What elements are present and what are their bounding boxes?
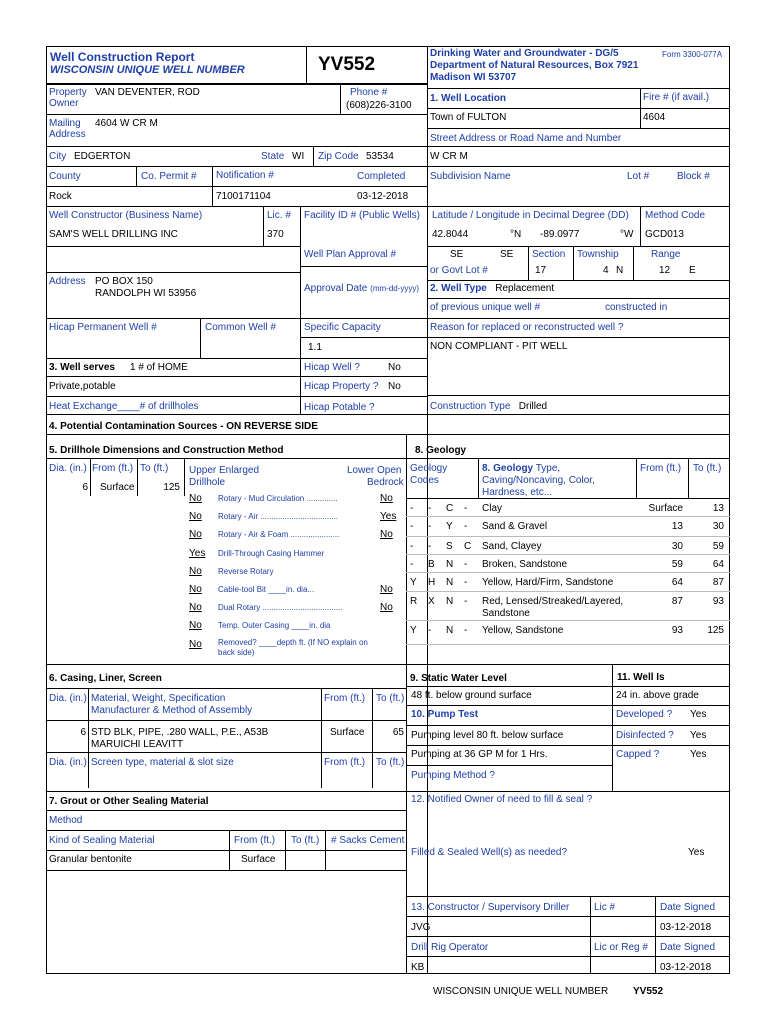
hicap-well-label: Hicap Well ? (304, 362, 360, 373)
specific-capacity-value: 1.1 (308, 342, 322, 353)
geology-to: 93 (712, 596, 724, 607)
geology-row-divider (406, 620, 730, 621)
filled-sealed-label: Filled & Sealed Well(s) as needed? (411, 847, 568, 858)
casing-from-value: Surface (330, 727, 365, 738)
drill-method-lower: No (380, 602, 393, 613)
geology-description: Sand & Gravel (482, 521, 548, 532)
geology-code: - (410, 541, 414, 552)
well-serves-type: Private,potable (49, 381, 116, 392)
grout-from-label: From (ft.) (234, 835, 276, 846)
casing-to-value: 65 (392, 727, 404, 738)
drill-method-name: Drill-Through Casing Hammer (218, 549, 325, 558)
mailing-label: Mailing (49, 118, 81, 129)
section-label: Section (532, 249, 566, 260)
street-value: W CR M (430, 151, 468, 162)
zip-value: 53534 (366, 151, 394, 162)
drill-method-upper: No (189, 493, 202, 504)
geology-code: - (464, 577, 468, 588)
zip-label: Zip Code (318, 151, 359, 162)
drill-method-upper: No (189, 566, 202, 577)
sealing-kind-label: Kind of Sealing Material (49, 835, 155, 846)
lower-open-label: Lower Open (347, 465, 402, 476)
drillhole-to-label: To (ft.) (140, 463, 169, 474)
facility-label: Facility ID # (Public Wells) (304, 210, 420, 221)
geology-description: Red, Lensed/Streaked/Layered, Sandstone (482, 596, 624, 619)
geology-to: 125 (707, 625, 724, 636)
geology-row-divider (406, 554, 730, 555)
mailing-address: 4604 W CR M (95, 118, 158, 129)
constructed-in-label: constructed in (605, 302, 668, 313)
quarter-2: SE (500, 249, 514, 260)
operator-date-value: 03-12-2018 (660, 962, 712, 973)
date-signed-label: Date Signed (660, 902, 716, 913)
geology-code: Y (410, 625, 417, 636)
form-number: Form 3300-077A (662, 50, 723, 59)
capped-label: Capped ? (616, 749, 660, 760)
pump-test-title: 10. Pump Test (411, 709, 479, 720)
geology-type-text: Type, (535, 463, 561, 474)
hicap-property-value: No (388, 381, 401, 392)
method-code-value: GCD013 (645, 229, 684, 240)
constructor-name: SAM'S WELL DRILLING INC (49, 229, 178, 240)
geology-from: 87 (671, 596, 683, 607)
latitude-n: °N (510, 229, 522, 240)
geology-code: N (446, 559, 454, 570)
casing-dia-label: Dia. (in.) (49, 693, 87, 704)
approval-date-format: (mm-dd-yyyy) (370, 284, 420, 293)
hicap-potable-label: Hicap Potable ? (304, 402, 375, 413)
geology-code: - (428, 503, 432, 514)
geology-code: S (446, 541, 453, 552)
geology-title: 8. Geology (415, 445, 467, 456)
drill-method-upper: Yes (189, 548, 206, 559)
range-value: 12 (659, 265, 671, 276)
longitude-w: °W (620, 229, 634, 240)
method-code-label: Method Code (645, 210, 706, 221)
drill-method-lower: No (380, 529, 393, 540)
well-serves-homes: 1 # of HOME (130, 362, 188, 373)
constructor-address-1: PO BOX 150 (95, 276, 153, 287)
completed-value: 03-12-2018 (357, 191, 409, 202)
casing-dia-value: 6 (80, 727, 86, 738)
plan-approval-label: Well Plan Approval # (304, 249, 397, 260)
capped-value: Yes (690, 749, 707, 760)
geology-from: 93 (671, 625, 683, 636)
street-label: Street Address or Road Name and Number (430, 133, 622, 144)
geology-from: Surface (648, 503, 683, 514)
drill-method-lower: Yes (380, 511, 397, 522)
construction-type-value: Drilled (518, 401, 548, 412)
town-value: Town of FULTON (430, 112, 507, 123)
casing-to-label: To (ft.) (376, 693, 405, 704)
geology-from: 59 (671, 559, 683, 570)
driller-value: JVG (411, 922, 431, 933)
geology-from-label: From (ft.) (640, 463, 682, 474)
geology-to: 59 (712, 541, 724, 552)
contamination-title: 4. Potential Contamination Sources - ON REVERSE SIDE (49, 421, 318, 432)
geology-code: - (464, 503, 468, 514)
casing-material-label-2: Manufacturer & Method of Assembly (91, 705, 253, 716)
state-label: State (261, 151, 285, 162)
property-label: Property (49, 87, 87, 98)
phone-label: Phone # (350, 87, 388, 98)
constructor-driller-label: 13. Constructor / Supervisory Driller (411, 902, 570, 913)
screen-type-label: Screen type, material & slot size (91, 757, 234, 768)
drillhole-from-value: Surface (100, 482, 135, 493)
govt-lot-label: or Govt Lot # (430, 265, 488, 276)
geology-row-divider (406, 572, 730, 573)
hicap-permanent-label: Hicap Permanent Well # (49, 322, 157, 333)
geology-from: 13 (671, 521, 683, 532)
city-value: EDGERTON (74, 151, 131, 162)
drill-method-name: Temp. Outer Casing ____in. dia (218, 621, 331, 630)
geology-from: 30 (671, 541, 683, 552)
screen-dia-label: Dia. (in.) (49, 757, 87, 768)
grout-method-label: Method (49, 815, 83, 826)
heat-exchange-label: Heat Exchange____# of drillholes (49, 401, 199, 412)
footer-label: WISCONSIN UNIQUE WELL NUMBER (433, 986, 609, 997)
well-number: YV552 (318, 54, 376, 75)
drill-method-name: Rotary - Mud Circulation .............. (218, 494, 338, 503)
developed-label: Developed ? (616, 709, 673, 720)
lot-label: Lot # (627, 171, 650, 182)
hicap-well-value: No (388, 362, 401, 373)
geology-code: C (464, 541, 472, 552)
geology-to: 30 (712, 521, 724, 532)
section-value: 17 (535, 265, 547, 276)
geology-row-divider (406, 591, 730, 592)
unique-well-number-title: WISCONSIN UNIQUE WELL NUMBER (50, 64, 245, 76)
grout-from-value: Surface (241, 854, 276, 865)
well-location-title: 1. Well Location (430, 93, 506, 104)
geology-type-label-3: Hardness, etc... (482, 487, 553, 498)
pumping-method-label: Pumping Method ? (411, 770, 495, 781)
geology-code: - (410, 503, 414, 514)
upper-enlarged-label: Upper Enlarged (189, 465, 260, 476)
township-dir: N (616, 265, 624, 276)
geology-row-divider (406, 536, 730, 537)
geology-code: - (464, 559, 468, 570)
constructor-address-2: RANDOLPH WI 53956 (95, 288, 197, 299)
geology-from: 64 (671, 577, 683, 588)
well-type (430, 283, 554, 294)
constructor-label: Well Constructor (Business Name) (49, 210, 203, 221)
fire-label: Fire # (if avail.) (643, 92, 710, 103)
developed-value: Yes (690, 709, 707, 720)
well-type-value: Replacement (495, 283, 555, 294)
geology-code: N (446, 625, 454, 636)
geology-code: - (410, 521, 414, 532)
geology-row-divider (406, 516, 730, 517)
drill-method-upper: No (189, 584, 202, 595)
geology-code: - (428, 521, 432, 532)
geology-description: Broken, Sandstone (482, 559, 568, 570)
drill-method-upper: No (189, 511, 202, 522)
casing-material-label-1: Material, Weight, Specification (91, 693, 226, 704)
construction-type (430, 401, 547, 412)
approval-date-label (304, 283, 419, 294)
static-water-title: 9. Static Water Level (410, 673, 507, 684)
well-serves-title: 3. Well serves (49, 362, 115, 373)
notification-value: 7100171104 (216, 191, 271, 202)
drill-method-name: Removed? ____depth ft. (If NO explain on back side) (218, 638, 368, 657)
geology-row-divider (406, 644, 730, 645)
drillhole-dia-value: 6 (82, 482, 88, 493)
filled-sealed-value: Yes (688, 847, 705, 858)
geology-code: N (446, 577, 454, 588)
range-label: Range (651, 249, 681, 260)
approval-date-label-text: Approval Date (304, 283, 368, 294)
drillhole-title: 5. Drillhole Dimensions and Construction Method (49, 445, 284, 456)
block-label: Block # (677, 171, 710, 182)
driller-lic-label: Lic # (594, 902, 616, 913)
previous-well-label: of previous unique well # (430, 302, 541, 313)
permit-label: Co. Permit # (141, 171, 197, 182)
latitude-value: 42.8044 (432, 229, 469, 240)
casing-title: 6. Casing, Liner, Screen (49, 673, 162, 684)
city-label: City (49, 151, 67, 162)
operator-value: KB (411, 962, 425, 973)
agency-line-1: Drinking Water and Groundwater - DG/5 (430, 48, 619, 59)
hicap-property-label: Hicap Property ? (304, 381, 379, 392)
geology-codes-label-1: Geology (410, 463, 448, 474)
well-is-value: 24 in. above grade (616, 690, 699, 701)
drill-rig-operator-label: Drill Rig Operator (411, 942, 489, 953)
reason-label: Reason for replaced or reconstructed well ? (430, 322, 624, 333)
constructor-address-label: Address (49, 276, 86, 287)
geology-to: 87 (712, 577, 724, 588)
owner-name: VAN DEVENTER, ROD (95, 87, 200, 98)
common-well-label: Common Well # (205, 322, 276, 333)
drill-method-upper: No (189, 639, 202, 650)
geology-code: H (428, 577, 436, 588)
geology-description: Clay (482, 503, 503, 514)
geology-to: 13 (712, 503, 724, 514)
quarter-1: SE (450, 249, 464, 260)
lic-label: Lic. # (267, 210, 291, 221)
township-value: 4 (603, 265, 609, 276)
drillhole-to-value: 125 (163, 482, 180, 493)
grout-title: 7. Grout or Other Sealing Material (49, 796, 209, 807)
geology-code: X (428, 596, 435, 607)
geology-description: Yellow, Sandstone (482, 625, 564, 636)
grout-to-label: To (ft.) (291, 835, 320, 846)
geology-code: R (410, 596, 418, 607)
range-dir: E (689, 265, 696, 276)
drill-method-upper: No (189, 620, 202, 631)
casing-material-2: MARUICHI LEAVITT (91, 739, 184, 750)
longitude-value: -89.0977 (540, 229, 580, 240)
screen-from-label: From (ft.) (324, 757, 366, 768)
geology-code: N (446, 596, 454, 607)
geology-type-title: 8. Geology (482, 463, 534, 474)
geology-code: - (428, 625, 432, 636)
geology-code: - (410, 559, 414, 570)
notified-owner-label: 12. Notified Owner of need to fill & seal ? (411, 794, 593, 805)
geology-code: Y (410, 577, 417, 588)
casing-from-label: From (ft.) (324, 693, 366, 704)
drill-method-name: Cable-tool Bit ____in. dia... (218, 585, 315, 594)
geology-code: - (464, 596, 468, 607)
disinfected-value: Yes (690, 730, 707, 741)
geology-description: Yellow, Hard/Firm, Sandstone (482, 577, 614, 588)
drill-method-lower: No (380, 493, 393, 504)
latlon-label: Latitude / Longitude in Decimal Degree (DD) (432, 210, 629, 221)
driller-date-value: 03-12-2018 (660, 922, 712, 933)
geology-to: 64 (712, 559, 724, 570)
geology-code: - (464, 521, 468, 532)
disinfected-label: Disinfected ? (616, 730, 674, 741)
township-label: Township (577, 249, 619, 260)
county-value: Rock (49, 191, 72, 202)
drill-method-name: Dual Rotary .................................... (218, 603, 343, 612)
sacks-cement-label: # Sacks Cement (331, 835, 405, 846)
geology-code: - (464, 625, 468, 636)
pumping-rate: Pumping at 36 GP M for 1 Hrs. (411, 749, 548, 760)
geology-codes-label-2: Codes (410, 475, 439, 486)
specific-capacity-label: Specific Capacity (304, 322, 381, 333)
owner-label: Owner (49, 98, 79, 109)
drillhole-from-label: From (ft.) (92, 463, 134, 474)
screen-to-label: To (ft.) (376, 757, 405, 768)
upper-drillhole-label: Drillhole (189, 477, 226, 488)
address-label: Address (49, 129, 86, 140)
operator-lic-label: Lic or Reg # (594, 942, 648, 953)
reason-value: NON COMPLIANT - PIT WELL (430, 341, 568, 352)
agency-line-3: Madison WI 53707 (430, 72, 517, 83)
drill-method-name: Rotary - Air ................................... (218, 512, 339, 521)
constructor-lic: 370 (267, 229, 284, 240)
state-value: WI (292, 151, 305, 162)
geology-to-label: To (ft.) (693, 463, 722, 474)
county-label: County (49, 171, 81, 182)
construction-type-label: Construction Type (430, 401, 511, 412)
well-is-title: 11. Well Is (617, 672, 665, 683)
geology-code: B (428, 559, 435, 570)
drill-method-name: Rotary - Air & Foam ...................... (218, 530, 340, 539)
static-water-value: 48 ft. below ground surface (411, 690, 532, 701)
footer-well-number: YV552 (633, 986, 664, 997)
phone-value: (608)226-3100 (346, 100, 412, 111)
sealing-kind-value: Granular bentonite (49, 854, 132, 865)
geology-code: C (446, 503, 454, 514)
operator-date-label: Date Signed (660, 942, 716, 953)
well-type-title: 2. Well Type (430, 283, 487, 294)
drillhole-dia-label: Dia. (in.) (49, 463, 87, 474)
geology-description: Sand, Clayey (482, 541, 542, 552)
geology-type-label-2: Caving/Noncaving, Color, (482, 475, 595, 486)
pumping-level: Pumping level 80 ft. below surface (411, 730, 564, 741)
report-title: Well Construction Report (50, 50, 195, 64)
drill-method-upper: No (189, 529, 202, 540)
geology-code: - (428, 541, 432, 552)
fire-value: 4604 (643, 112, 666, 123)
lower-bedrock-label: Bedrock (367, 477, 404, 488)
completed-label: Completed (357, 171, 406, 182)
geology-type-label (482, 463, 560, 474)
drill-method-name: Reverse Rotary (218, 567, 274, 576)
drill-method-lower: No (380, 584, 393, 595)
casing-material-1: STD BLK, PIPE, .280 WALL, P.E., A53B (91, 727, 269, 738)
geology-code: Y (446, 521, 453, 532)
drill-method-upper: No (189, 602, 202, 613)
subdivision-label: Subdivision Name (430, 171, 511, 182)
notification-label: Notification # (216, 170, 274, 181)
agency-line-2: Department of Natural Resources, Box 7921 (430, 60, 639, 71)
